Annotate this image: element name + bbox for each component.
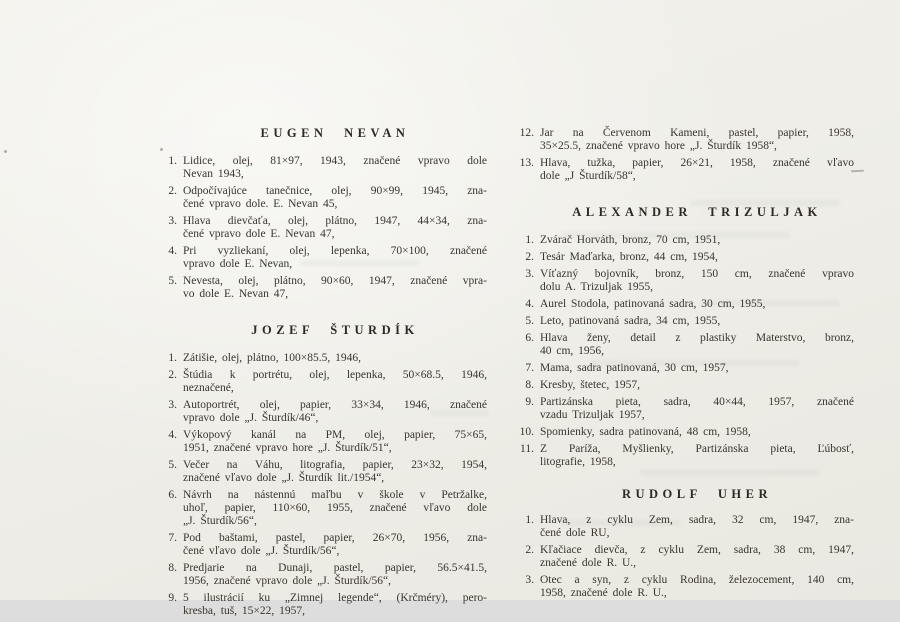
catalog-section [155, 323, 487, 618]
catalog-entry [512, 315, 854, 328]
entry-line: Návrh na nástennú maľbu v škole v Petržalke, [183, 489, 487, 501]
artist-name-heading: EUGEN NEVAN [260, 126, 410, 140]
entry-number: 1. [168, 155, 177, 167]
entry-text [540, 426, 854, 439]
entry-text [183, 215, 487, 241]
entry-line: Mama, sadra patinovaná, 30 cm, 1957, [540, 362, 729, 374]
entry-text [540, 298, 854, 311]
artist-name-heading: RUDOLF UHER [621, 487, 773, 501]
catalog-section [512, 127, 854, 183]
catalog-entry [512, 574, 854, 600]
catalog-entry-list [512, 514, 854, 600]
catalog-entry-list [512, 127, 854, 183]
entry-number: 10. [519, 426, 534, 438]
entry-number: 3. [168, 215, 177, 227]
catalog-entry-list [155, 155, 487, 301]
entry-line: značené vľavo dole „J. Šturdík lit./1954“, [183, 472, 385, 484]
entry-line: 35×25.5, značené vpravo hore „J. Šturdík 1958“, [540, 140, 777, 152]
entry-line: vpravo dole E. Nevan, [183, 258, 293, 270]
catalog-entry-list [155, 352, 487, 618]
entry-number: 6. [525, 332, 534, 344]
entry-text [183, 275, 487, 301]
entry-line: čené dole RU, [540, 527, 610, 539]
entry-number: 12. [519, 127, 534, 139]
entry-line: Hlava dievčaťa, olej, plátno, 1947, 44×34, zna- [183, 215, 487, 227]
catalog-entry [512, 396, 854, 422]
entry-text [540, 251, 854, 264]
entry-line: vpravo dole „J. Šturdík/46“, [183, 412, 319, 424]
entry-line: dole „J Šturdík/58“, [540, 170, 636, 182]
artist-name-heading: JOZEF ŠTURDÍK [251, 323, 419, 337]
entry-text [183, 245, 487, 271]
entry-line: Kresby, štetec, 1957, [540, 379, 641, 391]
entry-text [540, 396, 854, 422]
entry-number: 2. [168, 369, 177, 381]
entry-line: Z Paríža, Myšlienky, Partizánska pieta, Ľúbosť, [540, 443, 854, 455]
entry-text [183, 489, 487, 528]
catalog-entry [512, 514, 854, 540]
entry-text [183, 155, 487, 181]
entry-line: Zátišie, olej, plátno, 100×85.5, 1946, [183, 352, 362, 364]
entry-line: čené vľavo dole „J. Šturdík/56“, [183, 545, 340, 557]
catalog-entry [512, 234, 854, 247]
entry-text [540, 268, 854, 294]
entry-text [540, 574, 854, 600]
catalog-entry [155, 245, 487, 271]
entry-number: 2. [525, 251, 534, 263]
paper-speck [4, 150, 7, 153]
entry-line: Jar na Červenom Kameni, pastel, papier, 1958, [540, 127, 854, 139]
entry-number: 5. [168, 459, 177, 471]
entry-text [540, 362, 854, 375]
entry-text [183, 352, 487, 365]
entry-number: 9. [168, 592, 177, 604]
entry-line: dolu A. Trizuljak 1955, [540, 281, 654, 293]
entry-line: „J. Šturdík/56“, [183, 515, 257, 527]
entry-line: Pod baštami, pastel, papier, 26×70, 1956, zna- [183, 532, 487, 544]
entry-text [540, 127, 854, 153]
entry-text [183, 369, 487, 395]
entry-number: 5. [168, 275, 177, 287]
entry-text [183, 562, 487, 588]
entry-line: 5 ilustrácií ku „Zimnej legende“, (Krčméry), pero- [183, 592, 487, 604]
entry-number: 8. [168, 562, 177, 574]
catalog-entry [512, 544, 854, 570]
entry-line: 1958, značené dole R. U., [540, 587, 667, 599]
entry-line: Partizánska pieta, sadra, 40×44, 1957, značené [540, 396, 854, 408]
entry-line: Lidice, olej, 81×97, 1943, značené vpravo dole [183, 155, 487, 167]
entry-line: značené dole R. U., [540, 557, 637, 569]
catalog-entry [155, 562, 487, 588]
catalog-entry [512, 426, 854, 439]
entry-line: Tesár Maďarka, bronz, 44 cm, 1954, [540, 251, 718, 263]
entry-text [540, 157, 854, 183]
entry-line: Hlava, tužka, papier, 26×21, 1958, značené vľavo [540, 157, 854, 169]
entry-line: 1951, značené vpravo hore „J. Šturdík/51“, [183, 442, 392, 454]
entry-line: 1956, značené vpravo dole „J. Šturdík/56“, [183, 575, 391, 587]
catalog-entry [155, 155, 487, 181]
entry-text [183, 399, 487, 425]
catalog-entry [155, 399, 487, 425]
entry-text [540, 315, 854, 328]
entry-number: 3. [525, 574, 534, 586]
entry-text [540, 234, 854, 247]
entry-text [183, 459, 487, 485]
entry-number: 7. [525, 362, 534, 374]
catalog-entry [512, 362, 854, 375]
catalog-entry [155, 275, 487, 301]
entry-line: čené vpravo dole. E. Nevan 45, [183, 198, 338, 210]
artist-name-heading: ALEXANDER TRIZULJAK [572, 205, 822, 219]
catalog-entry [512, 443, 854, 469]
catalog-entry [155, 592, 487, 618]
catalog-entry [155, 352, 487, 365]
catalog-entry [155, 369, 487, 395]
catalog-entry-list [512, 234, 854, 469]
entry-line: Pri vyzliekaní, olej, lepenka, 70×100, značené [183, 245, 487, 257]
catalog-section [155, 126, 487, 301]
entry-line: Odpočívajúce tanečnice, olej, 90×99, 1945, zna- [183, 185, 487, 197]
entry-line: kresba, tuš, 15×22, 1957, [183, 605, 306, 617]
entry-number: 2. [168, 185, 177, 197]
entry-number: 4. [525, 298, 534, 310]
entry-text [183, 532, 487, 558]
entry-line: Kľačiace dievča, z cyklu Zem, sadra, 38 cm, 1947, [540, 544, 854, 556]
entry-number: 2. [525, 544, 534, 556]
entry-number: 4. [168, 245, 177, 257]
catalog-section [512, 487, 854, 600]
entry-text [540, 332, 854, 358]
entry-line: Predjarie na Dunaji, pastel, papier, 56.5×41.5, [183, 562, 487, 574]
entry-line: Otec a syn, z cyklu Rodina, železocement, 140 cm, [540, 574, 854, 586]
entry-line: Večer na Váhu, litografia, papier, 23×32, 1954, [183, 459, 487, 471]
entry-line: vzadu Trizuljak 1957, [540, 409, 645, 421]
catalog-entry [155, 532, 487, 558]
entry-line: neznačené, [183, 382, 234, 394]
catalog-entry [155, 185, 487, 211]
entry-line: vo dole E. Nevan 47, [183, 288, 289, 300]
entry-line: 40 cm, 1956, [540, 345, 605, 357]
entry-line: Štúdia k portrétu, olej, lepenka, 50×68.5, 1946, [183, 369, 487, 381]
entry-line: Spomienky, sadra patinovaná, 48 cm, 1958, [540, 426, 751, 438]
entry-text [540, 379, 854, 392]
entry-line: Hlava, z cyklu Zem, sadra, 32 cm, 1947, zna- [540, 514, 854, 526]
entry-line: Leto, patinovaná sadra, 34 cm, 1955, [540, 315, 721, 327]
entry-text [540, 514, 854, 540]
entry-number: 1. [525, 234, 534, 246]
entry-line: Nevesta, olej, plátno, 90×60, 1947, značené vpra- [183, 275, 487, 287]
catalog-entry [512, 268, 854, 294]
entry-number: 4. [168, 429, 177, 441]
catalog-column-right [512, 0, 854, 604]
entry-number: 1. [525, 514, 534, 526]
entry-line: Zvárač Horváth, bronz, 70 cm, 1951, [540, 234, 721, 246]
entry-number: 3. [168, 399, 177, 411]
catalog-entry [155, 215, 487, 241]
catalog-entry [512, 379, 854, 392]
catalog-section [512, 205, 854, 469]
catalog-entry [512, 127, 854, 153]
entry-text [540, 544, 854, 570]
catalog-entry [155, 429, 487, 455]
entry-number: 7. [168, 532, 177, 544]
entry-line: Aurel Stodola, patinovaná sadra, 30 cm, 1955, [540, 298, 766, 310]
catalog-entry [155, 459, 487, 485]
entry-line: čené vpravo dole E. Nevan 47, [183, 228, 335, 240]
entry-line: Autoportrét, olej, papier, 33×34, 1946, značené [183, 399, 487, 411]
catalog-entry [512, 332, 854, 358]
entry-line: Hlava ženy, detail z plastiky Materstvo, bronz, [540, 332, 854, 344]
entry-number: 13. [519, 157, 534, 169]
entry-number: 9. [525, 396, 534, 408]
entry-number: 8. [525, 379, 534, 391]
entry-number: 11. [520, 443, 534, 455]
catalog-column-left [155, 0, 487, 622]
catalog-entry [512, 251, 854, 264]
entry-line: uhoľ, papier, 110×60, 1955, značené vľavo dole [183, 502, 487, 514]
entry-text [183, 592, 487, 618]
catalog-entry [512, 298, 854, 311]
entry-text [183, 185, 487, 211]
entry-text [183, 429, 487, 455]
entry-number: 6. [168, 489, 177, 501]
catalog-entry [155, 489, 487, 528]
entry-line: Výkopový kanál na PM, olej, papier, 75×65, [183, 429, 487, 441]
entry-number: 3. [525, 268, 534, 280]
entry-number: 1. [168, 352, 177, 364]
entry-number: 5. [525, 315, 534, 327]
catalog-entry [512, 157, 854, 183]
entry-line: Víťazný bojovník, bronz, 150 cm, značené vpravo [540, 268, 854, 280]
entry-text [540, 443, 854, 469]
entry-line: litografie, 1958, [540, 456, 616, 468]
entry-line: Nevan 1943, [183, 168, 244, 180]
